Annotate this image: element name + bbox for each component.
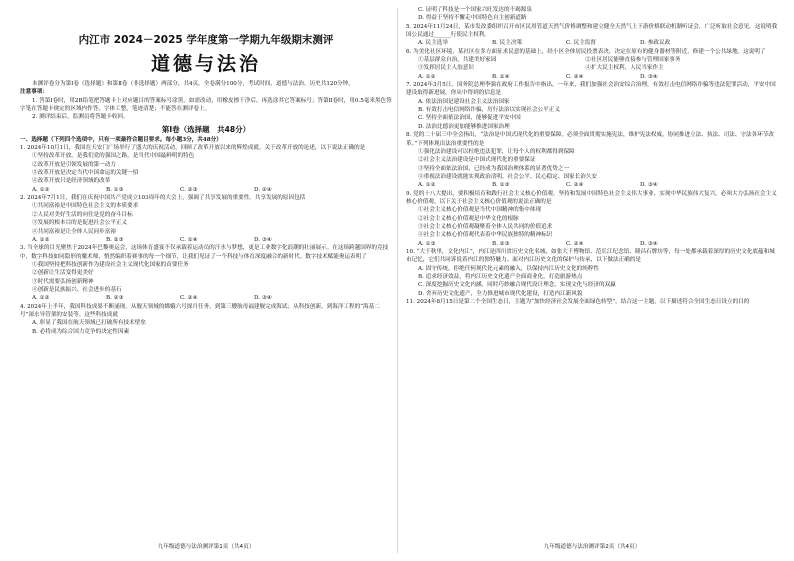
question-4: 4. 2024年上半年，我国科技成果不断涌现。从舰天领域的嫦娥六号探月任务，到第三艘航母福建舰完成海试；从科技创新，到海洋工程的“海基二号”深水导管架的安装等。这些科技成就 [20,303,380,318]
answer-options [406,39,778,47]
answer-options [406,240,778,248]
question-statement: ③发展的根本目的是促进社会公平正义 [32,220,128,227]
question-statement: ④社会主义核心价值观代表着中华民族独特的精神标识 [418,232,553,239]
option: A. ①② [418,73,436,80]
option: C. ②④ [180,295,198,302]
answer-option: C. 坚持全面依法治国，能够促进平安中国 [418,115,521,122]
answer-option: D. 法治比德治更加能够推进国家治理 [418,123,510,130]
question-1: 1. 2024年10月1日，我国在天安门广场举行了盛大的庆祝活动，回顾了改革开放以来的辉煌成就。关于改革开放的论述，以下说法正确的是 [20,145,366,152]
answer-option: B. 追求经济效益，将内江历史文化遗产全面商业化，打造旅游热点 [418,274,583,280]
section-heading: 一、选择题（下列四个选项中，只有一项最符合题目要求。每小题3分，共48分） [20,136,222,143]
option: C. ②④ [566,240,584,247]
option: A. 民主选举 [418,40,448,47]
question-statement: ②社会主义法治建设是中国式现代化的重要保证 [418,157,536,164]
intro-text: 本测评卷分为第Ⅰ卷（选择题）和第Ⅱ卷（非选择题）两部分，共4页。全卷满分100分，考试时间，道德与法治，历史共120分钟。 [32,81,354,87]
option: C. ②③ [180,186,198,193]
question-8: 8. 党的二十届三中全会指出，“法治是中国式现代化的重要保障。必须全面贯彻实施宪法，维护宪法权威，协同推进立法、执法、司法、守法各环节改革。”下列体现出法治重要性的是 [406,132,774,147]
question-statement: ②社区居民能够直接参与管理国家事务 [585,57,681,64]
answer-options [406,181,778,189]
option: D. ②④ [254,186,272,193]
option: B. 民主决策 [492,40,523,47]
option: D. ③④ [640,73,658,80]
question-statement: ③社会主义核心价值观凝聚着全体人民共同的价值追求 [418,223,553,230]
option: B. ②③ [492,240,510,247]
answer-option: B. 必将成为综合国力竞争的决定性因素 [32,328,130,335]
question-statement: ①我国坚持把科技创新作为建设社会主义现代化国家的首要任务 [32,261,189,268]
answer-options [20,236,392,244]
question-statement: ③发挥居民主人翁意识 [418,65,474,72]
answer-option: A. 依法治国是建设社会主义法治国家 [418,98,510,105]
question-11: 11. 2024年8月15日是第二个全国生态日，主题为“加快经济社会发展全面绿色转型”。结合这一主题，以下描述符合全国生态日设立的目的 [406,299,750,306]
statement-row [406,56,778,64]
answer-options [20,294,392,302]
right-column [406,0,778,561]
notice-item: 1. 答第Ⅰ卷时，用2B铅笔把答题卡上对应题目的答案标号涂黑，如需改动，用橡皮擦干净后，再选涂其它答案标号；答第Ⅱ卷时，用0.5毫米黑色签字笔在答题卡规定的区域内作答，字体工整，笔迹清楚；不能答在测评卷上。 [20,97,392,113]
option: A. ①② [32,295,50,302]
option: B. ①③ [492,182,510,189]
question-statement: ③时代需要弘扬创新精神 [32,278,94,285]
option: C. ②④ [566,73,584,80]
statement-row [406,64,778,72]
answer-option: C. 深度挖掘历史文化内涵，同时巧妙融合现代设计理念，实现文化与经济的双赢 [418,282,616,289]
question-statement: ④创新是民族振兴、社会进步的基石 [32,286,122,293]
option: A. ①② [418,182,436,189]
question-10: 10. “大千秋里，文化内江”，内江是四川省历史文化名城，如张大千博物馆、范长江纪念馆、隆昌石牌坊等，每一处都承载着深厚的历史文化底蕴和城市记忆，它们共同诉说着内江的独特魅力。面对内江历史文化的保护与传承，以下做法正确的是 [406,248,775,264]
column-divider [397,8,398,553]
page-footer: 九年级道德与法治测评第2页（共4页） [543,543,641,550]
question-statement: ①坚持改革开放，是我们党的强国之路，是当代中国最鲜明的特色 [32,153,195,160]
option: D. ③④ [640,182,658,189]
question-statement: ②改革开放是引领发展的第一动力 [32,161,116,168]
answer-options [20,186,392,194]
option: C. ①④ [180,236,198,243]
notice-item: 2. 测评结束后，监测员将答题卡收回。 [32,114,129,121]
option: A. ①② [32,186,50,193]
option: A. ①② [32,236,50,243]
answer-options [406,73,778,81]
question-statement: ②创新让生活变得更美好 [32,270,94,277]
answer-option: A. 固守传统，拒绝任何现代化元素的融入，以保持内江历史文化的纯粹性 [418,265,600,272]
question-7: 7. 2024年3月5日，国务院总理李强在政府工作报告中指出，一年来，我们加强社会治安综合治理，有效打击电信网络诈骗等违法犯罪活动，平安中国建设取得新进展。你从中得到的信息是 [406,82,776,97]
question-statement: ④扩大民主权利，人民当家作主 [585,65,664,72]
option: D. ③④ [254,236,272,243]
option: D. ③④ [640,240,658,247]
question-9: 9. 党的十八大提出，要积极培育和践行社会主义核心价值观。坚持和发展中国特色社会主义伟大事业、实现中华民族伟大复兴，必须大力弘扬社会主义核心价值观。以下关于社会主义核心价值观的说法正确的是 [406,190,777,205]
option: C. ②④ [566,182,584,189]
question-statement: ④共同富裕是让全体人民同步富裕 [32,228,116,235]
question-statement: ②人民对美好生活的向往是党的奋斗目标 [32,211,133,218]
answer-option: D. 舍弃历史文化遗产，全力推进城市现代化建设，打造内江新风貌 [418,290,583,297]
exam-title: 内江市 2024－2025 学年度第一学期九年级期末测评 [78,34,334,46]
answer-option: D. 得益于坚持不懈走中国特色自主创新道路 [418,15,527,22]
question-statement: ④改革开放只是经济领域的改革 [32,178,111,185]
question-statement: ①共同富裕是中国特色社会主义的本质要求 [32,203,139,210]
question-statement: ①强化法治建设可以杜绝违法犯罪，让每个人的权利都得到保障 [418,148,575,155]
question-statement: ②社会主义核心价值观是中华文化的根脉 [418,215,519,222]
question-2: 2. 2024年7月1日，我们在庆祝中国共产党成立103周年的大会上，强调了共享发展的重要性。共享发展的原因包括 [20,195,306,202]
question-statement: ④重视法治建设就能实现政治清明、社会公平、民心稳定、国家长治久安 [418,173,598,180]
option: B. ②③ [106,236,124,243]
left-column [20,0,392,561]
question-statement: ①基层群众自治，共建美好家园 [418,57,497,64]
answer-option: B. 有效打击电信网络诈骗，厉行法治以实现社会公平正义 [418,107,560,114]
question-3: 3. 当全球的目光聚焦于2024年巴黎奥运会，这场体育盛宴不仅承载着运动员的汗水与梦想，更是工业数字化浪潮的壮丽展示。在这场跨越国界的竞技中，数字科技如同隐形的魔术师，悄然编织着赛事的每一个细节，让我们见证了一个科技与体育深度融合的新时代。数字技术赋能奥运表明了 [20,245,389,260]
option: A. ①③ [418,240,436,247]
subject-title: 道德与法治 [150,53,261,75]
question-statement: ③坚持全面依法治国，已经成为我国治理体系的显著优势之一 [418,165,570,172]
notice-heading: 注意事项： [20,89,48,96]
answer-option: A. 彰显了我国在航天领域已打破所有技术壁垒 [32,320,146,327]
question-6: 6. 为美化社区环境，某社区在多方面征求民意的基础上，经小区全体居民投票表决，决定在原有的健身器材等附近，修建一个公共绿地。这说明了 [406,48,766,55]
answer-option: C. 证明了科技是一个国家兴旺发达的不竭源泉 [418,7,532,13]
page-footer: 九年级道德与法治测评第1页（共4页） [157,543,255,550]
part-one-heading: 第Ⅰ卷（选择题 共48分） [161,124,251,134]
question-statement: ①社会主义核心价值观是当代中国精神的集中体现 [418,207,542,214]
option: B. ①④ [492,73,510,80]
question-5: 5. 2024年11月24日，某市发改委组织召开市区民用管道天然气价格调整和建立健全天然气上下游价格联动机制听证会，广泛听取社会意见。这说明我国公民通过______行使民主权利。 [406,23,778,39]
option: D. ③④ [254,295,272,302]
option: B. ①③ [106,186,124,193]
question-statement: ③改革开放是决定当代中国命运的关键一招 [32,170,139,177]
option: B. ②③ [106,295,124,302]
option: D. 参政议政 [640,40,671,47]
option: C. 民主监督 [566,40,597,47]
